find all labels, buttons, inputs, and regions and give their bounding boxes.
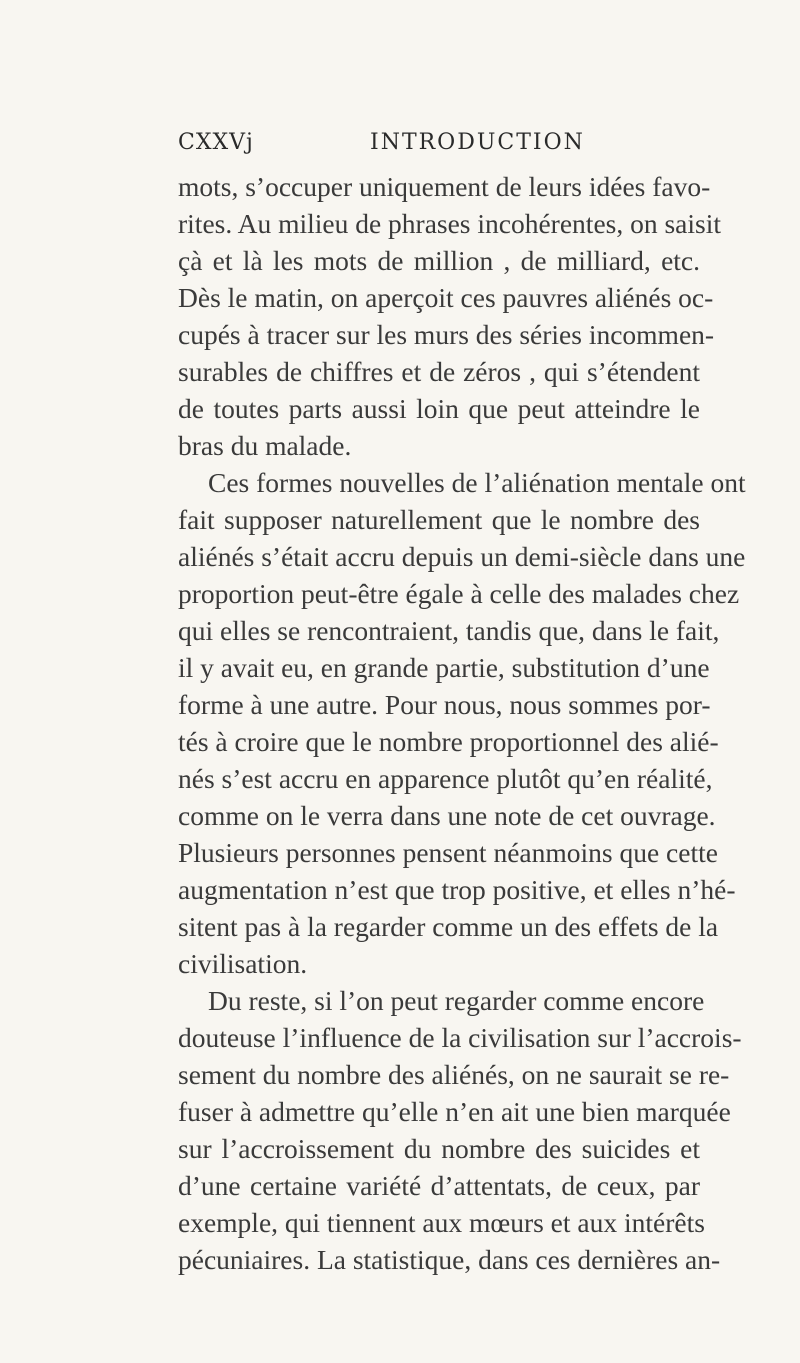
text-line: qui elles se rencontraient, tandis que, dans le fait,	[178, 615, 720, 646]
text-line: fait supposer naturellement que le nombre des	[178, 504, 700, 535]
text-line: douteuse l’influence de la civilisation sur l’accrois-	[178, 1022, 742, 1053]
text-line: Dès le matin, on aperçoit ces pauvres aliénés oc-	[178, 282, 714, 313]
text-line: civilisation.	[178, 948, 308, 979]
text-line: Ces formes nouvelles de l’aliénation mentale ont	[208, 467, 746, 498]
text-line: Du reste, si l’on peut regarder comme encore	[208, 985, 705, 1016]
text-line: proportion peut-être égale à celle des malades chez	[178, 578, 740, 609]
text-line: cupés à tracer sur les murs des séries incommen-	[178, 319, 715, 350]
text-line: augmentation n’est que trop positive, et elles n’hé-	[178, 874, 736, 905]
text-line: exemple, qui tiennent aux mœurs et aux intérêts	[178, 1207, 705, 1238]
text-line: çà et là les mots de million , de milliard, etc.	[178, 245, 700, 276]
text-line: sitent pas à la regarder comme un des effets de la	[178, 911, 719, 942]
text-line: nés s’est accru en apparence plutôt qu’en réalité,	[178, 763, 713, 794]
text-line: Plusieurs personnes pensent néanmoins que cette	[178, 837, 718, 868]
text-line: tés à croire que le nombre proportionnel des alié-	[178, 726, 719, 757]
text-line: rites. Au milieu de phrases incohérentes, on saisit	[178, 208, 722, 239]
text-line: bras du malade.	[178, 430, 352, 461]
text-line: comme on le verra dans une note de cet ouvrage.	[178, 800, 716, 831]
text-line: il y avait eu, en grande partie, substitution d’une	[178, 652, 710, 683]
text-line: d’une certaine variété d’attentats, de ceux, par	[178, 1170, 700, 1201]
text-line: sement du nombre des aliénés, on ne saurait se re-	[178, 1059, 730, 1090]
body-text	[178, 168, 746, 1278]
text-line: pécuniaires. La statistique, dans ces dernières an-	[178, 1244, 721, 1275]
text-line: fuser à admettre qu’elle n’en ait une bien marquée	[178, 1096, 731, 1127]
running-title: INTRODUCTION	[370, 130, 585, 155]
text-line: de toutes parts aussi loin que peut atteindre le	[178, 393, 700, 424]
text-line: sur l’accroissement du nombre des suicides et	[178, 1133, 700, 1164]
text-line: surables de chiffres et de zéros , qui s’étendent	[178, 356, 700, 387]
page-header	[178, 130, 698, 160]
text-line: forme à une autre. Pour nous, nous sommes por-	[178, 689, 711, 720]
text-line: aliénés s’était accru depuis un demi-siècle dans une	[178, 541, 746, 572]
page-number: CXXVj	[178, 130, 254, 155]
text-line: mots, s’occuper uniquement de leurs idées favo-	[178, 171, 711, 202]
